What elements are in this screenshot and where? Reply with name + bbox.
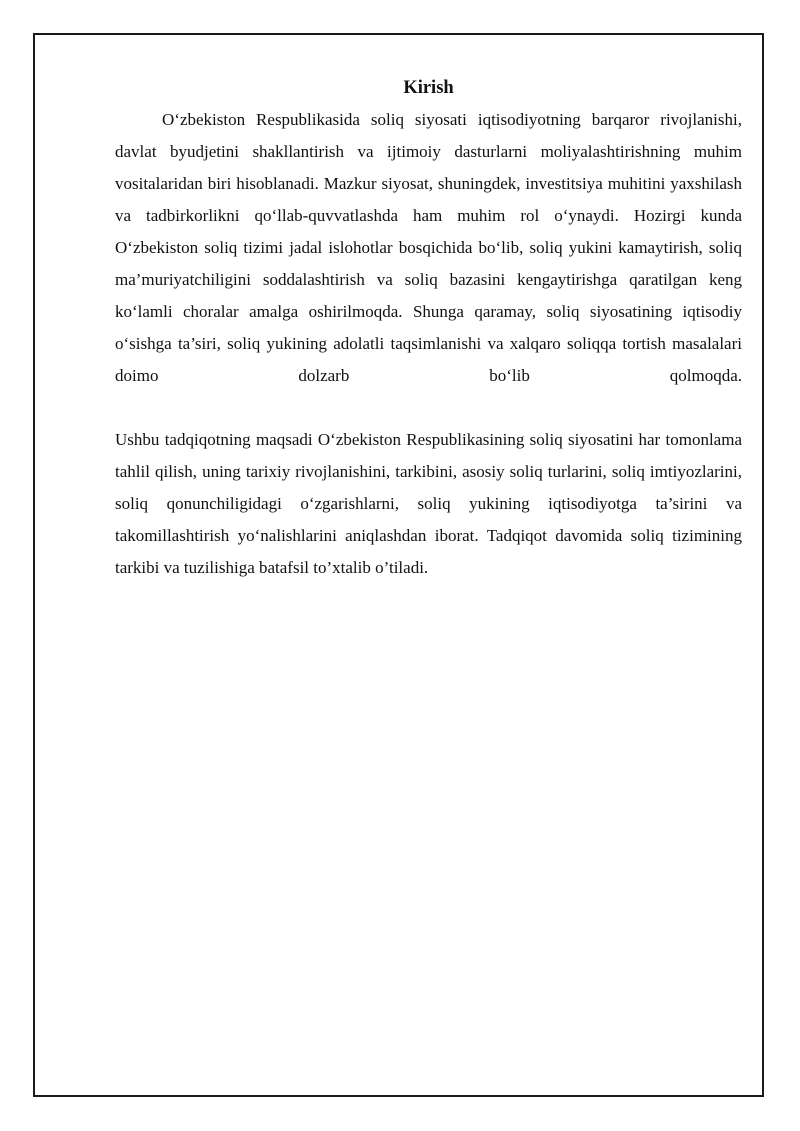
document-title: Kirish	[403, 78, 454, 98]
paragraph-purpose: Ushbu tadqiqotning maqsadi O‘zbekiston Respublikasining soliq siyosatini har tomonlama tahlil qilish, uning tarixiy rivojlanishini, tarkibini, asosiy soliq turlarini, soliq imtiyozlarini, soliq qonunchiligidagi o‘zgarishlarni, soliq yukining iqtisodiyotga ta’sirini va takomillashtirish yo‘nalishlarini aniqlashdan iborat. Tadqiqot davomida soliq tizimining tarkibi va tuzilishiga batafsil to’xtalib o’tiladi.	[115, 430, 742, 577]
paragraph-intro: O‘zbekiston Respublikasida soliq siyosati iqtisodiyotning barqaror rivojlanishi, davlat byudjetini shakllantirish va ijtimoiy dasturlarni moliyalashtirishning muhim vositalaridan biri hisoblanadi. Mazkur siyosat, shuningdek, investitsiya muhitini yaxshilash va tadbirkorlikni qo‘llab-quvvatlashda ham muhim rol o‘ynaydi. Hozirgi kunda O‘zbekiston soliq tizimi jadal islohotlar bosqichida bo‘lib, soliq yukini kamaytirish, soliq ma’muriyatchiligini soddalashtirish va soliq bazasini kengaytirishga qaratilgan keng ko‘lamli choralar amalga oshirilmoqda. Shunga qaramay, soliq siyosatining iqtisodiy o‘sishga ta’siri, soliq yukining adolatli taqsimlanishi va xalqaro soliqqa tortish masalalari doimo dolzarb bo‘lib qolmoqda.	[115, 110, 742, 385]
document-body	[115, 74, 742, 584]
